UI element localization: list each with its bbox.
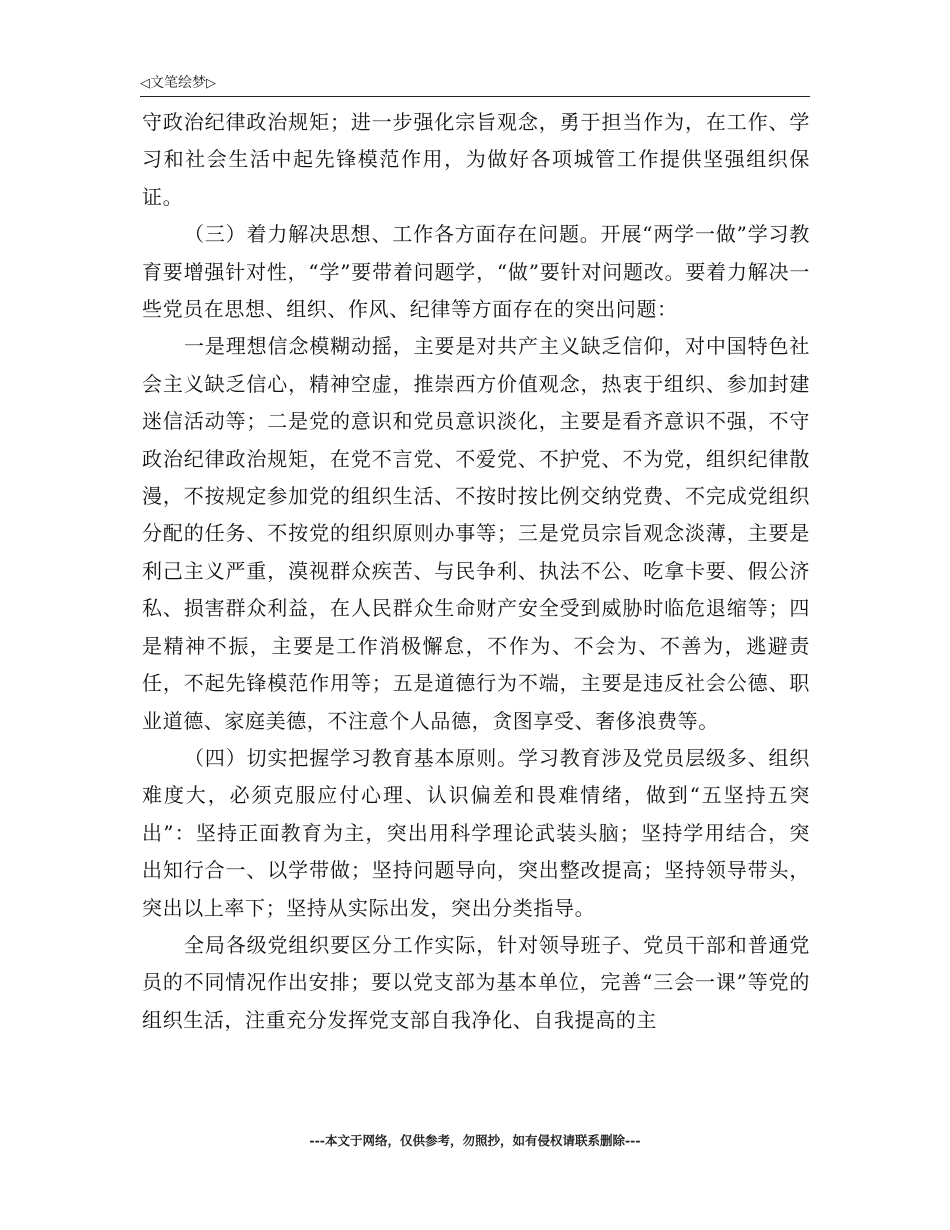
header-brand [140, 74, 216, 93]
brand-name: 文笔绘梦 [150, 75, 206, 91]
document-body [142, 104, 810, 1039]
paragraph-5: 全局各级党组织要区分工作实际，针对领导班子、党员干部和普通党员的不同情况作出安排；要以党支部为基本单位，完善“三会一课”等党的组织生活，注重充分发挥党支部自我净化、自我提高的主 [142, 932, 810, 1032]
paragraph-1: 守政治纪律政治规矩；进一步强化宗旨观念，勇于担当作为，在工作、学习和社会生活中起先锋模范作用，为做好各项城管工作提供坚强组织保证。 [142, 110, 810, 209]
paragraph-2: （三）着力解决思想、工作各方面存在问题。开展“两学一做”学习教育要增强针对性，“学”要带着问题学，“做”要针对问题改。要着力解决一些党员在思想、组织、作风、纪律等方面存在的突出问题： [142, 222, 810, 322]
paragraph-4: （四）切实把握学习教育基本原则。学习教育涉及党员层级多、组织难度大，必须克服应付心理、认识偏差和畏难情绪，做到“五坚持五突出”：坚持正面教育为主，突出用科学理论武装头脑；坚持学用结合，突出知行合一、以学带做；坚持问题导向，突出整改提高；坚持领导带头，突出以上率下；坚持从实际出发，突出分类指导。 [142, 745, 810, 920]
paragraph-3: 一是理想信念模糊动摇，主要是对共产主义缺乏信仰，对中国特色社会主义缺乏信心，精神空虚，推崇西方价值观念，热衷于组织、参加封建迷信活动等；二是党的意识和党员意识淡化，主要是看齐意识不强，不守政治纪律政治规矩，在党不言党、不爱党、不护党、不为党，组织纪律散漫，不按规定参加党的组织生活、不按时按比例交纳党费、不完成党组织分配的任务、不按党的组织原则办事等；三是党员宗旨观念淡薄，主要是利己主义严重，漠视群众疾苦、与民争利、执法不公、吃拿卡要、假公济私、损害群众利益，在人民群众生命财产安全受到威胁时临危退缩等；四是精神不振，主要是工作消极懈怠，不作为、不会为、不善为，逃避责任，不起先锋模范作用等；五是道德行为不端，主要是违反社会公德、职业道德、家庭美德，不注意个人品德，贪图享受、奢侈浪费等。 [142, 334, 810, 733]
page-footer: ---本文于网络，仅供参考，勿照抄，如有侵权请联系删除--- [309, 1133, 641, 1148]
left-triangle-icon: ◁ [140, 76, 150, 91]
page-header [140, 74, 810, 97]
right-triangle-icon: ▷ [206, 76, 216, 91]
